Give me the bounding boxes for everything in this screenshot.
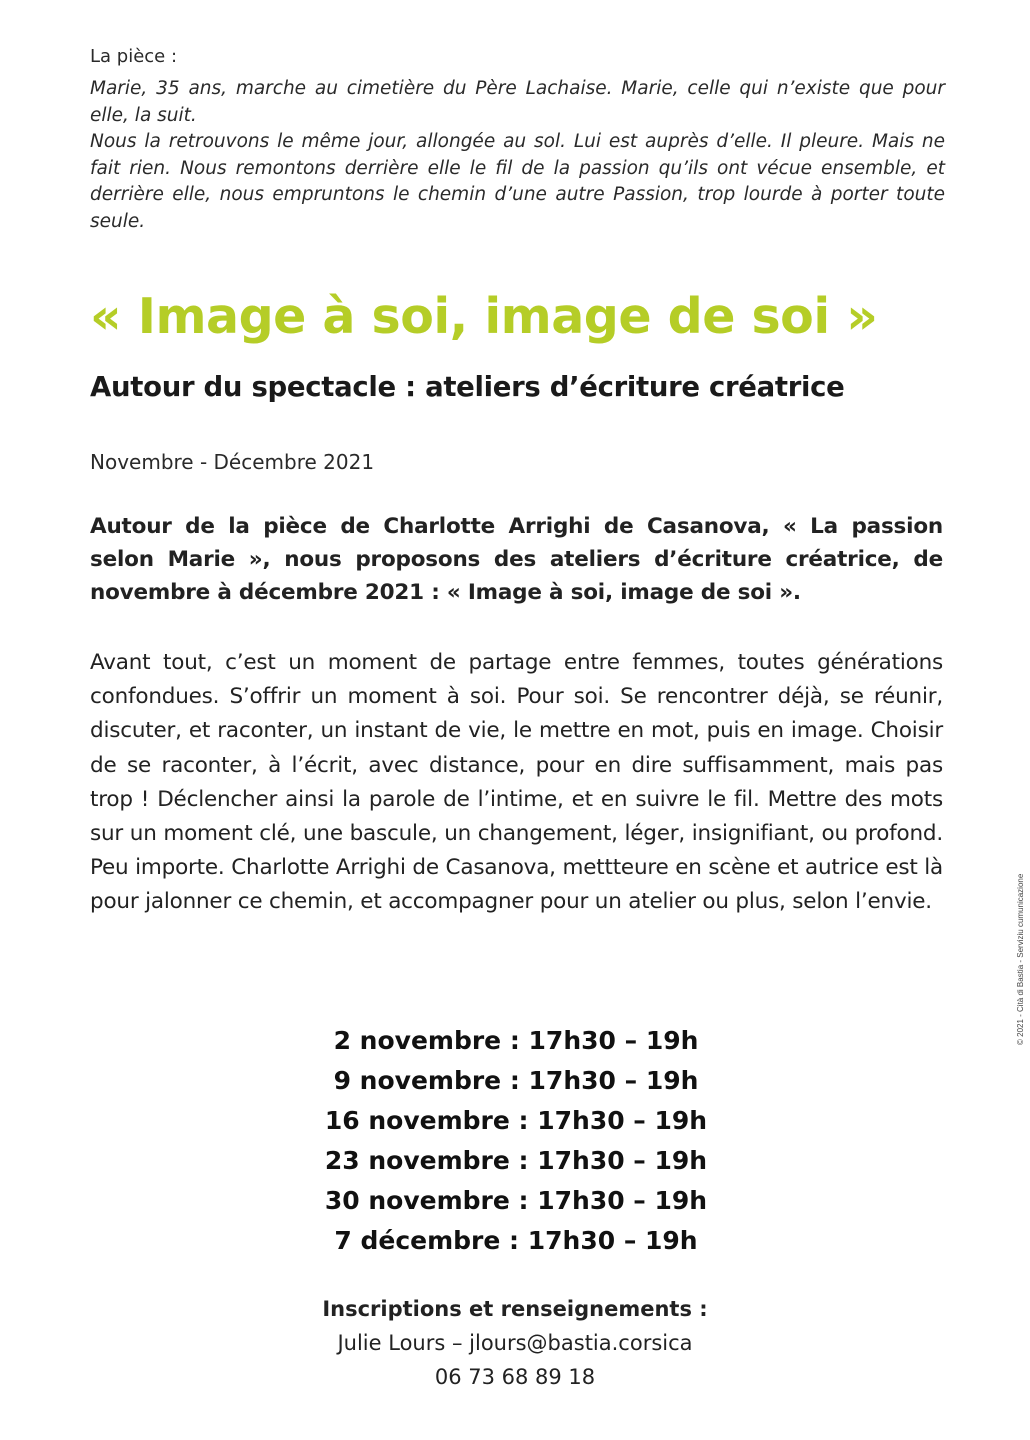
lead-paragraph: Autour de la pièce de Charlotte Arrighi de Casanova, « La passion selon Marie », nous proposons des ateliers d’écriture créatrice, de novembre à décembre 2021 : « Image à soi, image de soi ». [90, 514, 943, 605]
page-subtitle: Autour du spectacle : ateliers d’écriture créatrice [90, 371, 845, 403]
contact-phone: 06 73 68 89 18 [434, 1365, 596, 1389]
intro-paragraph: Nous la retrouvons le même jour, allongée au sol. Lui est auprès d’elle. Il pleure. Mais ne fait rien. Nous remontons derrière elle le fil de la passion qu’ils ont vécue ensemble, et derrière elle, nous empruntons le chemin d’une autre Passion, trop lourde à porter toute seule. [90, 131, 945, 232]
intro-synopsis [90, 76, 945, 235]
schedule-item: 7 décembre : 17h30 – 19h [334, 1226, 698, 1255]
page-title: « Image à soi, image de soi » [90, 288, 878, 345]
contact-name-email: Julie Lours – jlours@bastia.corsica [337, 1331, 693, 1355]
period-text: Novembre - Décembre 2021 [90, 450, 375, 474]
intro-paragraph: Marie, 35 ans, marche au cimetière du Père Lachaise. Marie, celle qui n’existe que pour elle, la suit. [90, 78, 945, 126]
intro-label: La pièce : [90, 46, 178, 67]
body-paragraph: Avant tout, c’est un moment de partage entre femmes, toutes générations confondues. S’offrir un moment à soi. Pour soi. Se rencontrer déjà, se réunir, discuter, et raconter, un instant de vie, le mettre en mot, puis en image. Choisir de se raconter, à l’écrit, avec distance, pour en dire suffisamment, mais pas trop ! Déclencher ainsi la parole de l’intime, et en suivre le fil. Mettre des mots sur un moment clé, une bascule, un changement, léger, insignifiant, ou profond. Peu importe. Charlotte Arrighi de Casanova, mettteure en scène et autrice est là pour jalonner ce chemin, et accompagner pour un atelier ou plus, selon l’envie. [90, 650, 943, 915]
schedule-list [0, 1021, 1030, 1261]
contact-heading: Inscriptions et renseignements : [322, 1297, 708, 1321]
schedule-item: 16 novembre : 17h30 – 19h [324, 1106, 708, 1135]
schedule-item: 30 novembre : 17h30 – 19h [324, 1186, 708, 1215]
copyright-credit: © 2021 - Cità di Bastia - Serviziu cumunicazione [1016, 873, 1025, 1045]
schedule-item: 2 novembre : 17h30 – 19h [333, 1026, 699, 1055]
contact-block [0, 1292, 1030, 1394]
schedule-item: 9 novembre : 17h30 – 19h [333, 1066, 699, 1095]
schedule-item: 23 novembre : 17h30 – 19h [324, 1146, 708, 1175]
